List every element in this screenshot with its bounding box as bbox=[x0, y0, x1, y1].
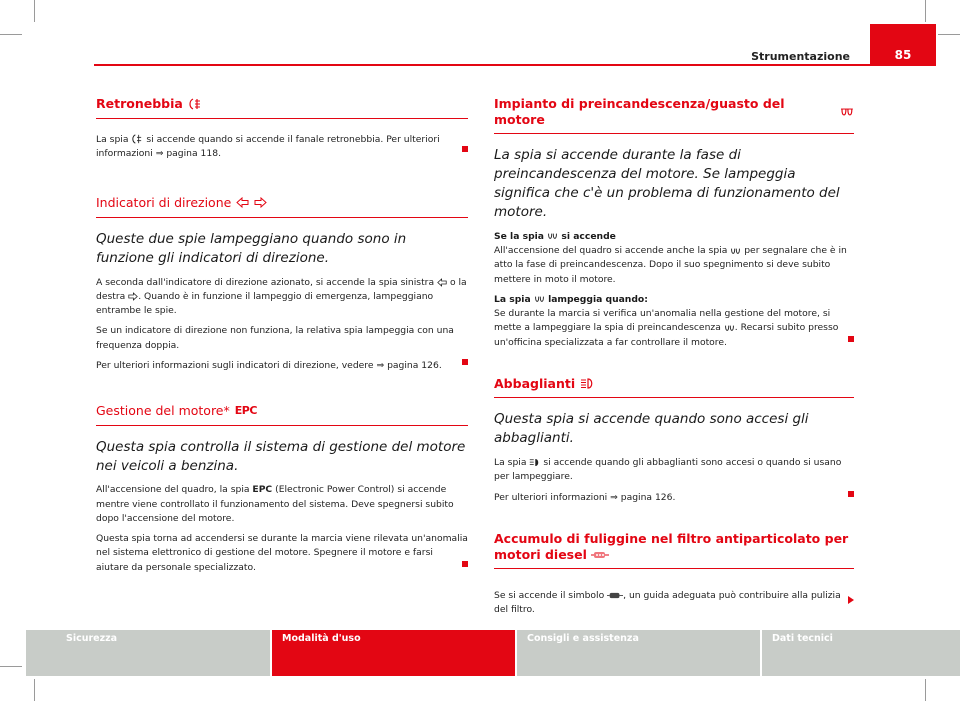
section-gestione-motore bbox=[96, 403, 468, 575]
paragraph: La spia si accende quando si accende il fanale retronebbia. Per ulteriori informazioni ⇒ pagina 118. bbox=[96, 133, 440, 159]
lead-text: Queste due spie lampeggiano quando sono in funzione gli indicatori di direzione. bbox=[96, 230, 407, 266]
lead-text: Questa spia controlla il sistema di gestione del motore nei veicoli a benzina. bbox=[96, 438, 466, 474]
end-marker bbox=[848, 491, 854, 497]
paragraph: Se durante la marcia si verifica un'anomalia nella gestione del motore, si mette a lampeggiare la spia di preincandescenza . Recarsi subito presso un'officina specializzata a far controllare il motore. bbox=[494, 308, 839, 348]
section-title: Indicatori di direzione bbox=[96, 195, 468, 218]
arrow-right-icon bbox=[254, 197, 267, 208]
crop-mark bbox=[34, 679, 35, 701]
paragraph: Questa spia torna ad accendersi se durante la marcia viene rilevata un'anomalia nel sistema elettronico di gestione del motore. Spegnere il motore e farsi aiutare da personale specializzato. bbox=[96, 533, 468, 573]
section-title: Retronebbia bbox=[96, 96, 468, 119]
crop-mark bbox=[0, 34, 22, 35]
tab-consigli-assistenza[interactable]: Consigli e assistenza bbox=[517, 630, 760, 676]
particulate-filter-icon bbox=[591, 550, 609, 560]
crop-mark bbox=[925, 679, 926, 701]
paragraph: Se un indicatore di direzione non funziona, la relativa spia lampeggia con una frequenza doppia. bbox=[96, 325, 454, 351]
crop-mark bbox=[938, 34, 960, 35]
arrow-right-icon bbox=[128, 292, 138, 301]
end-marker bbox=[848, 336, 854, 342]
footer-nav bbox=[26, 630, 960, 676]
high-beam-icon bbox=[580, 378, 594, 389]
epc-icon: EPC bbox=[252, 484, 273, 496]
lead-text: Questa spia si accende quando sono accesi gli abbaglianti. bbox=[494, 411, 809, 447]
crop-mark bbox=[0, 666, 22, 667]
section-retronebbia bbox=[96, 96, 468, 161]
section-fuliggine bbox=[494, 531, 854, 618]
right-column bbox=[494, 96, 854, 624]
paragraph: Per ulteriori informazioni ⇒ pagina 126. bbox=[494, 491, 676, 503]
paragraph: A seconda dall'indicatore di direzione azionato, si accende la spia sinistra o la destra . Quando è in funzione il lampeggio di emergenza, lampeggiano entrambe le spie. bbox=[96, 276, 467, 317]
lead-text: La spia si accende durante la fase di preincandescenza del motore. Se lampeggia significa che c'è un problema di funzionamento del motore. bbox=[494, 147, 840, 220]
high-beam-icon bbox=[529, 458, 540, 467]
crop-mark bbox=[925, 0, 926, 22]
section-title: Gestione del motore* EPC bbox=[96, 403, 468, 426]
glow-plug-icon bbox=[730, 247, 741, 255]
glow-plug-icon bbox=[547, 232, 558, 240]
epc-icon: EPC bbox=[234, 403, 257, 417]
header-rule bbox=[94, 64, 936, 66]
left-column bbox=[96, 96, 468, 581]
end-marker bbox=[462, 146, 468, 152]
paragraph: Per ulteriori informazioni sugli indicatori di direzione, vedere ⇒ pagina 126. bbox=[96, 359, 442, 371]
section-indicatori bbox=[96, 195, 468, 373]
section-preincandescenza bbox=[494, 96, 854, 350]
rear-fog-light-icon bbox=[188, 98, 202, 110]
end-marker bbox=[462, 561, 468, 567]
glow-plug-icon bbox=[534, 295, 545, 303]
continue-arrow-icon bbox=[848, 596, 854, 604]
rear-fog-light-icon bbox=[131, 134, 143, 144]
tab-sicurezza[interactable]: Sicurezza bbox=[26, 630, 270, 676]
particulate-filter-icon bbox=[607, 591, 623, 600]
arrow-left-icon bbox=[437, 278, 447, 287]
paragraph: Se si accende il simbolo , un guida adeguata può contribuire alla pulizia del filtro. bbox=[494, 590, 841, 616]
subheading: Se la spia si accende bbox=[494, 230, 616, 242]
glow-plug-icon bbox=[840, 107, 854, 117]
page-number: 85 bbox=[870, 24, 936, 66]
tab-modalita-uso[interactable]: Modalità d'uso bbox=[272, 630, 515, 676]
glow-plug-icon bbox=[724, 324, 735, 332]
end-marker bbox=[462, 359, 468, 365]
crop-mark bbox=[34, 0, 35, 22]
header-title: Strumentazione bbox=[751, 50, 850, 63]
paragraph: All'accensione del quadro, la spia EPC (Electronic Power Control) si accende mentre viene controllato il funzionamento del sistema. Deve spegnersi subito dopo l'accensione del motore. bbox=[96, 484, 454, 524]
subheading: La spia lampeggia quando: bbox=[494, 293, 648, 305]
tab-dati-tecnici[interactable]: Dati tecnici bbox=[762, 630, 960, 676]
section-title: Accumulo di fuliggine nel filtro antiparticolato per motori diesel bbox=[494, 531, 854, 569]
section-title: Abbaglianti bbox=[494, 376, 854, 399]
paragraph: All'accensione del quadro si accende anche la spia per segnalare che è in atto la fase di preincandescenza. Dopo il suo spegnimento si deve subito mettere in moto il motore. bbox=[494, 245, 847, 285]
section-abbaglianti bbox=[494, 376, 854, 505]
paragraph: La spia si accende quando gli abbaglianti sono accesi o quando si usano per lampeggiare. bbox=[494, 457, 842, 483]
section-title: Impianto di preincandescenza/guasto del motore bbox=[494, 96, 854, 134]
arrow-left-icon bbox=[236, 197, 249, 208]
